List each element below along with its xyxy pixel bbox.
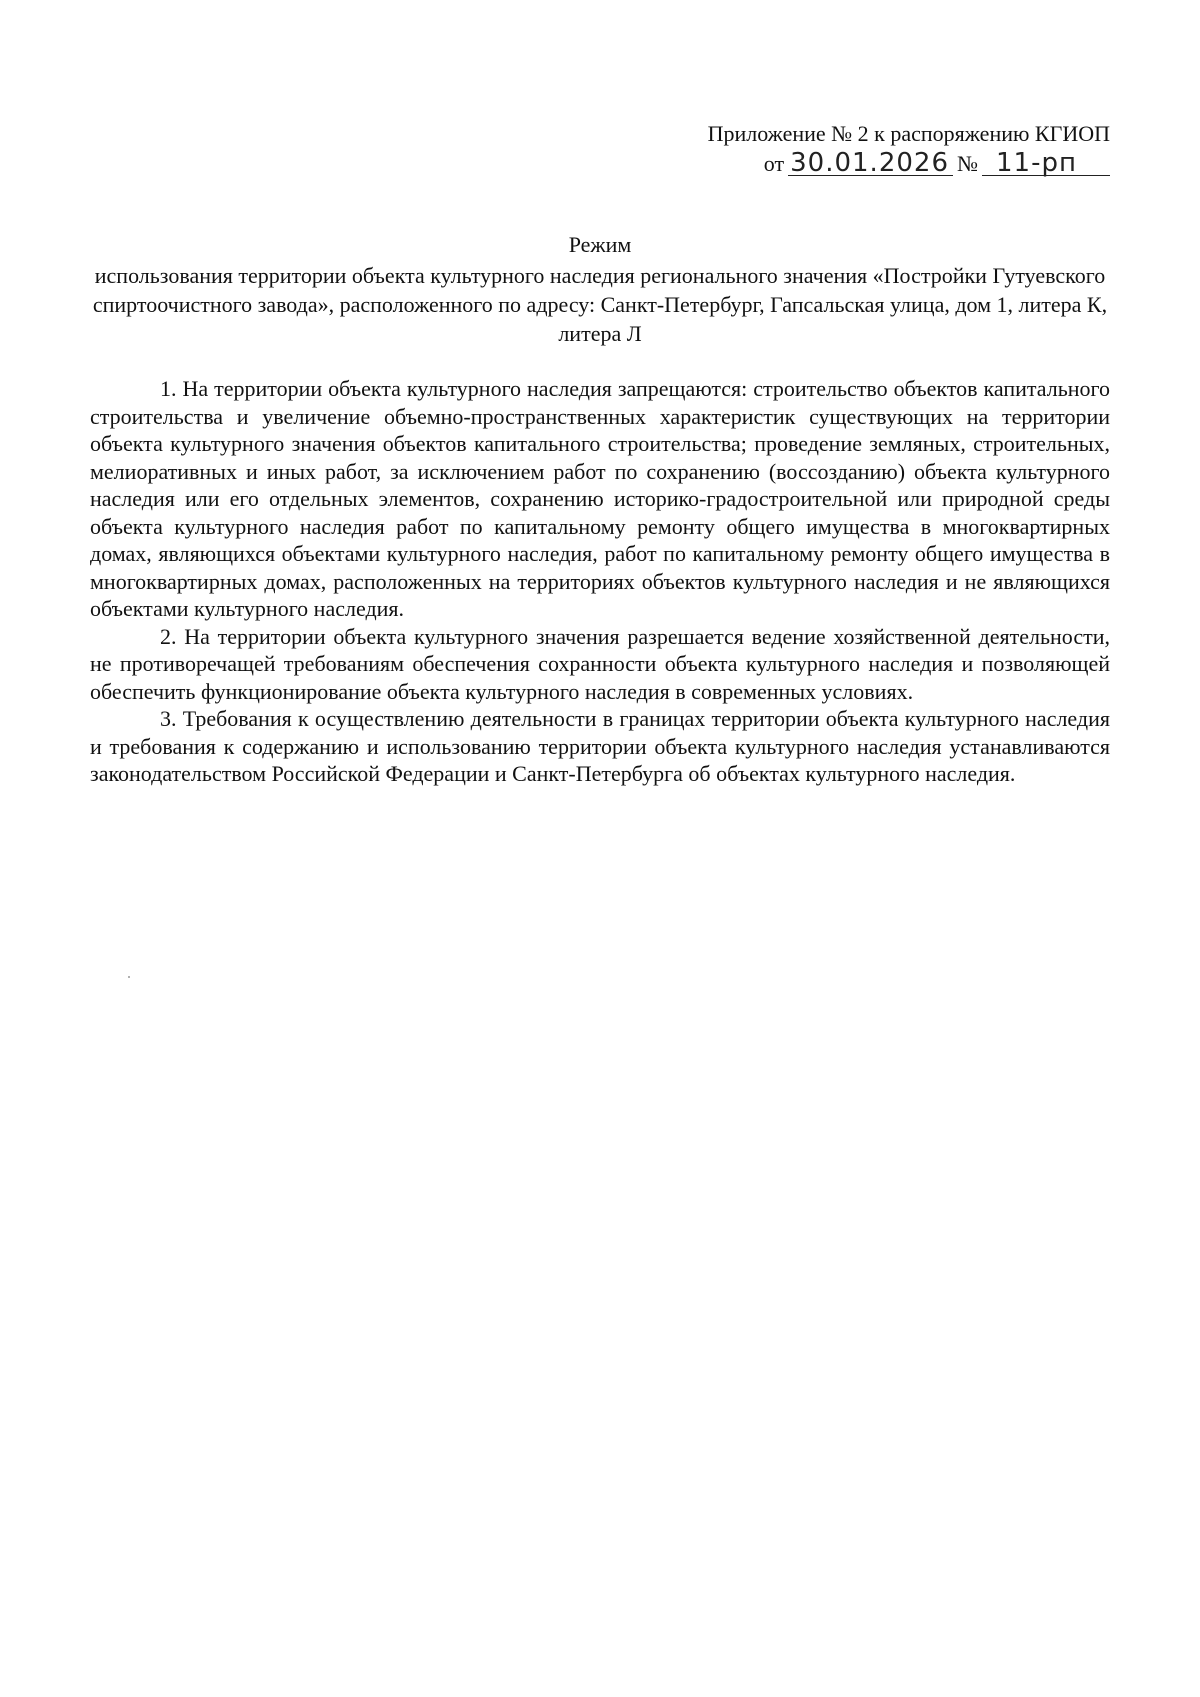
handwritten-order-number: 11-рп (982, 151, 1110, 176)
order-date-number (640, 150, 1110, 178)
title-heading: Режим (568, 232, 632, 257)
title-subtitle: использования территории объекта культурного наследия регионального значения «Постройки Гутуевского спиртоочистного завода», расположенного по адресу: Санкт-Петербург, Гапсальская улица, дом 1, литера К, литера Л (92, 263, 1108, 346)
paragraph-1: 1. На территории объекта культурного наследия запрещаются: строительство объектов капитального строительства и увеличение объемно-пространственных характеристик существующих на территории объекта культурного значения объектов капитального строительства; проведение земляных, строительных, мелиоративных и иных работ, за исключением работ по сохранению (воссозданию) объекта культурного наследия или его отдельных элементов, сохранению историко-градостроительной или природной среды объекта культурного наследия работ по капитальному ремонту общего имущества в многоквартирных домах, являющихся объектами культурного наследия, работ по капитальному ремонту общего имущества в многоквартирных домах, расположенных на территориях объектов культурного наследия и не являющихся объектами культурного наследия. (90, 376, 1110, 621)
document-body (90, 375, 1110, 788)
handwritten-date: 30.01.2026 (788, 151, 953, 176)
document-title (80, 230, 1120, 348)
scan-speck (128, 976, 130, 978)
appendix-header (640, 120, 1110, 178)
date-prefix: от (763, 151, 785, 176)
paragraph-2: 2. На территории объекта культурного значения разрешается ведение хозяйственной деятельности, не противоречащей требованиям обеспечения сохранности объекта культурного наследия и позволяющей обеспечить функционирование объекта культурного наследия в современных условиях. (90, 623, 1110, 704)
number-prefix: № (957, 151, 978, 176)
appendix-reference: Приложение № 2 к распоряжению КГИОП (707, 121, 1110, 146)
paragraph-3: 3. Требования к осуществлению деятельности в границах территории объекта культурного наследия и требования к содержанию и использованию территории объекта культурного наследия устанавливаются законодательством Российской Федерации и Санкт-Петербурга об объектах культурного наследия. (90, 706, 1110, 786)
